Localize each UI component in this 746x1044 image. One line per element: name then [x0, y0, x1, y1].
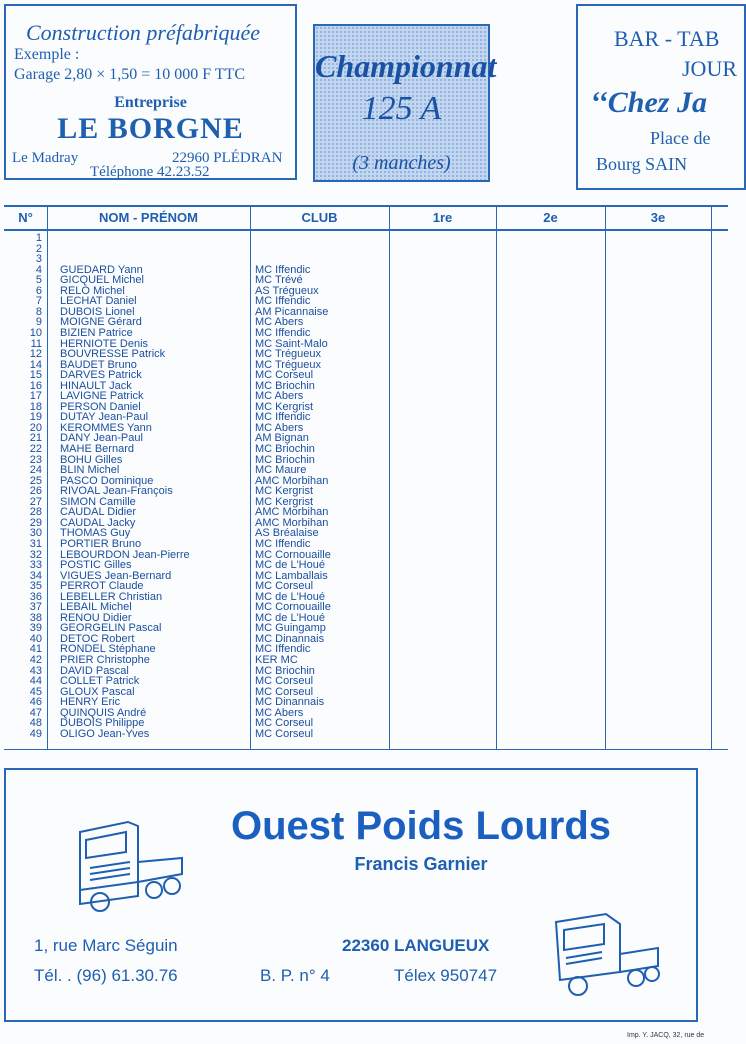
row-name: LEBOURDON Jean-Pierre [60, 548, 190, 561]
row-number: 26 [29, 485, 42, 498]
row-number: 17 [29, 390, 42, 403]
row-number: 35 [29, 580, 42, 593]
ad-right-line1: BAR - TAB [614, 26, 720, 51]
row-number: 31 [29, 537, 42, 550]
row-club: MC Corseul [255, 685, 314, 698]
row-number: 25 [29, 474, 42, 487]
row-name: BOHU Gilles [60, 453, 123, 466]
row-club: AMC Morbihan [255, 474, 329, 487]
header-number: N° [18, 210, 33, 225]
ad-town: 22960 PLÉDRAN [172, 150, 283, 166]
row-club: AS Trégueux [255, 284, 319, 297]
row-name: DETOC Robert [60, 632, 135, 645]
row-name: DARVES Patrick [60, 369, 142, 382]
ad-prefab-construction [4, 4, 297, 180]
row-club: MC Trévé [255, 274, 303, 287]
row-name: DUBOIS Lionel [60, 305, 135, 318]
row-club: MC Saint-Malo [255, 337, 328, 350]
row-number: 1 [35, 232, 42, 244]
row-number: 36 [29, 590, 42, 603]
row-number: 41 [29, 643, 42, 656]
row-club: AMC Morbihan [255, 506, 329, 519]
row-number: 20 [29, 421, 42, 434]
table-row [4, 729, 728, 740]
ad-company-type: Entreprise [114, 94, 187, 111]
entrants-table [4, 205, 728, 750]
company-po-box: B. P. n° 4 [260, 966, 330, 985]
company-title: Ouest Poids Lourds [230, 804, 612, 848]
row-number: 10 [29, 326, 42, 339]
ad-company-name: LE BORGNE [57, 112, 244, 145]
table-row [4, 655, 728, 666]
row-number: 28 [29, 506, 42, 519]
row-club: MC Abers [255, 706, 304, 719]
row-number: 14 [29, 358, 42, 371]
row-number: 37 [29, 601, 42, 614]
row-club: MC Corseul [255, 717, 314, 730]
row-name: PASCO Dominique [60, 474, 154, 487]
truck-icon [546, 902, 666, 1002]
row-name: MAHE Bernard [60, 443, 134, 455]
row-number: 12 [29, 348, 42, 361]
row-number: 40 [29, 632, 42, 645]
row-number: 23 [29, 453, 42, 466]
row-number: 4 [35, 263, 42, 276]
row-name: PRIER Christophe [60, 654, 150, 666]
row-name: PERSON Daniel [60, 400, 141, 413]
row-number: 3 [35, 253, 42, 266]
row-number: 22 [29, 443, 42, 455]
row-number: 16 [29, 379, 42, 392]
row-name: HENRY Eric [60, 696, 121, 709]
row-name: BOUVRESSE Patrick [60, 348, 166, 361]
row-name: RONDEL Stéphane [60, 643, 156, 656]
row-name: DUTAY Jean-Paul [60, 411, 149, 424]
row-name: GUEDARD Yann [60, 263, 143, 276]
table-row [4, 233, 728, 244]
row-club: MC Lamballais [255, 569, 328, 582]
table-row [4, 444, 728, 455]
row-number: 33 [29, 559, 42, 572]
row-number: 45 [29, 685, 42, 698]
row-name: DAVID Pascal [60, 664, 129, 677]
table-row [4, 349, 728, 360]
row-number: 49 [29, 727, 42, 740]
row-club: MC Iffendic [255, 537, 311, 550]
row-name: GEORGELIN Pascal [60, 622, 162, 635]
header-round-3: 3e [650, 210, 666, 225]
row-number: 38 [29, 611, 42, 624]
row-number: 7 [35, 295, 42, 308]
row-club: MC Corseul [255, 369, 314, 382]
ad-locality: Le Madray [12, 150, 79, 166]
row-club: MC Kergrist [255, 485, 314, 498]
row-club: MC Corseul [255, 580, 314, 593]
row-name: BAUDET Bruno [60, 358, 137, 371]
table-header-rule [4, 229, 728, 231]
header-round-1: 1re [432, 210, 453, 225]
row-number: 24 [29, 464, 42, 477]
ad-right-line5: Bourg SAIN [596, 154, 688, 174]
row-club: MC de L'Houé [255, 590, 325, 603]
row-name: PORTIER Bruno [60, 537, 142, 550]
ad-right-line3: ‘‘Chez Ja [590, 86, 707, 119]
row-club: MC Briochin [255, 664, 315, 677]
row-name: CAUDAL Jacky [60, 516, 136, 529]
row-number: 47 [29, 706, 42, 719]
row-name: HINAULT Jack [60, 379, 132, 392]
row-club: MC Briochin [255, 379, 315, 392]
company-postcode-city: 22360 LANGUEUX [342, 936, 490, 955]
row-club: MC Kergrist [255, 400, 314, 413]
row-club: MC Kergrist [255, 495, 314, 508]
row-name: QUINQUIS André [60, 706, 147, 719]
row-number: 39 [29, 622, 42, 635]
row-name: DANY Jean-Paul [60, 432, 143, 445]
row-club: MC Trégueux [255, 348, 322, 361]
row-club: MC Abers [255, 421, 304, 434]
row-name: LEBAIL Michel [60, 601, 132, 614]
row-club: MC Dinannais [255, 696, 325, 709]
championship-class: 125 A [361, 90, 442, 127]
ad-bar-tabac [576, 4, 746, 190]
row-name: LEBELLER Christian [60, 590, 163, 603]
header-name: NOM - PRÉNOM [99, 210, 198, 225]
ad-heading: Construction préfabriquée [26, 20, 261, 45]
table-row [4, 244, 728, 255]
row-number: 8 [35, 305, 42, 318]
row-club: MC Cornouaille [255, 548, 331, 561]
row-name: HERNIOTE Denis [60, 337, 149, 350]
row-number: 30 [29, 527, 42, 540]
ad-right-line4: Place de [650, 128, 711, 148]
row-name: GLOUX Pascal [60, 685, 135, 698]
row-number: 5 [35, 274, 42, 287]
row-club: MC Maure [255, 464, 307, 477]
table-row [4, 560, 728, 571]
table-row [4, 539, 728, 550]
header-club: CLUB [301, 210, 338, 225]
row-number: 32 [29, 548, 42, 561]
row-club: AS Bréalaise [255, 527, 319, 540]
row-number: 27 [29, 495, 42, 508]
row-number: 44 [29, 675, 42, 688]
row-club: MC Trégueux [255, 358, 322, 371]
row-name: CAUDAL Didier [60, 506, 137, 519]
company-telex: Télex 950747 [394, 966, 498, 985]
row-number: 43 [29, 664, 42, 677]
ad-right-line2: JOUR [682, 56, 738, 81]
row-club: MC Iffendic [255, 295, 311, 308]
row-club: MC Iffendic [255, 263, 311, 276]
row-name: LAVIGNE Patrick [60, 390, 144, 403]
row-club: MC Abers [255, 316, 304, 329]
row-name: RIVOAL Jean-François [60, 485, 173, 498]
row-club: AM Bignan [255, 432, 309, 445]
company-owner: Francis Garnier [354, 854, 488, 874]
row-number: 6 [35, 284, 42, 297]
row-number: 46 [29, 696, 42, 709]
row-number: 19 [29, 411, 42, 424]
row-name: DUBOIS Philippe [60, 717, 145, 730]
row-name: BIZIEN Patrice [60, 326, 133, 339]
row-name: PERROT Claude [60, 580, 144, 593]
row-name: OLIGO Jean-Yves [60, 727, 150, 740]
row-name: RENOU Didier [60, 611, 132, 624]
row-club: AM Picannaise [255, 305, 329, 318]
row-name: POSTIC Gilles [60, 559, 132, 572]
header-round-2: 2e [543, 210, 558, 225]
row-name: SIMON Camille [60, 495, 136, 508]
row-number: 48 [29, 717, 42, 730]
row-club: MC Guingamp [255, 622, 326, 635]
championship-title: Championnat [315, 48, 497, 84]
row-name: RELO Michel [60, 284, 125, 297]
row-number: 15 [29, 369, 42, 382]
ad-phone: Téléphone 42.23.52 [90, 164, 210, 180]
row-name: GICQUEL Michel [60, 274, 144, 287]
championship-box [313, 24, 497, 182]
row-club: MC de L'Houé [255, 559, 325, 572]
row-number: 11 [30, 337, 42, 350]
table-bottom-rule [4, 749, 728, 750]
row-number: 34 [29, 569, 42, 582]
row-club: MC de L'Houé [255, 611, 325, 624]
championship-rounds: (3 manches) [352, 152, 451, 174]
row-club: MC Abers [255, 390, 304, 403]
ad-example-value: Garage 2,80 × 1,50 = 10 000 F TTC [14, 66, 246, 83]
row-name: COLLET Patrick [60, 675, 140, 688]
row-club: MC Iffendic [255, 326, 311, 339]
printer-imprint: Imp. Y. JACQ, 32, rue de [627, 1032, 705, 1039]
table-top-rule [4, 205, 728, 207]
row-name: BLIN Michel [60, 464, 120, 477]
ad-example-label: Exemple : [14, 46, 80, 63]
row-club: MC Dinannais [255, 632, 325, 645]
ad-ouest-poids-lourds [4, 768, 698, 1022]
row-club: MC Corseul [255, 675, 314, 688]
row-number: 21 [29, 432, 42, 445]
row-club: MC Iffendic [255, 411, 311, 424]
row-name: VIGUES Jean-Bernard [60, 569, 172, 582]
table-row [4, 328, 728, 339]
row-number: 42 [29, 654, 42, 666]
row-name: LECHAT Daniel [60, 295, 137, 308]
row-club: MC Briochin [255, 453, 315, 466]
row-number: 9 [35, 316, 42, 329]
company-address: 1, rue Marc Séguin [34, 936, 178, 955]
row-club: MC Cornouaille [255, 601, 331, 614]
row-club: AMC Morbihan [255, 516, 329, 529]
row-club: MC Corseul [255, 727, 314, 740]
row-name: MOIGNE Gérard [60, 316, 142, 329]
row-number: 2 [35, 242, 42, 255]
row-club: KER MC [255, 654, 298, 666]
company-phone: Tél. . (96) 61.30.76 [34, 966, 178, 985]
row-club: MC Briochin [255, 443, 315, 455]
row-club: MC Iffendic [255, 643, 311, 656]
row-name: KEROMMES Yann [60, 421, 152, 434]
row-number: 18 [29, 400, 42, 413]
row-number: 29 [29, 516, 42, 529]
row-name: THOMAS Guy [60, 527, 131, 540]
